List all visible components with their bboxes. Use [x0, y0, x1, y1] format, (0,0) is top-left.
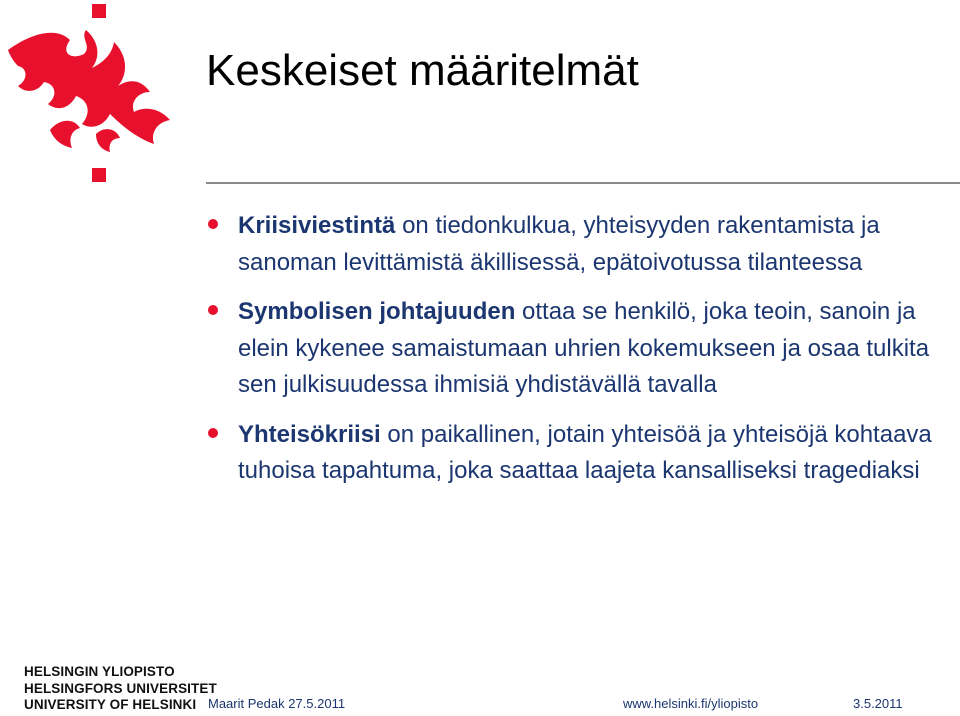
- university-name-en: UNIVERSITY OF HELSINKI: [24, 697, 197, 712]
- university-flame-logo-icon: [0, 0, 200, 190]
- university-name-sv: HELSINGFORS UNIVERSITET: [24, 680, 217, 696]
- bullet-term: Kriisiviestintä: [238, 212, 396, 239]
- slide-title: Keskeiset määritelmät: [206, 46, 639, 95]
- bullet-item: [206, 208, 946, 281]
- bullet-item: [206, 417, 946, 490]
- bullet-item: [206, 294, 946, 404]
- bullet-text: on paikallinen, jotain yhteisöä ja yhteisöjä kohtaava tuhoisa tapahtuma, joka saattaa laajeta kansalliseksi tragediaksi: [238, 420, 932, 484]
- university-name-logo: [24, 664, 217, 714]
- bullet-term: Symbolisen johtajuuden: [238, 298, 516, 325]
- bullet-dot-icon: [208, 428, 218, 438]
- bullet-text: on tiedonkulkua, yhteisyyden rakentamista ja sanoman levittämistä äkillisessä, epätoivotussa tilanteessa: [238, 212, 880, 276]
- university-name-fi: HELSINGIN YLIOPISTO: [24, 664, 175, 679]
- footer-author: Maarit Pedak 27.5.2011: [208, 696, 346, 711]
- footer-url: www.helsinki.fi/yliopisto: [623, 696, 759, 711]
- footer-date: 3.5.2011: [853, 696, 903, 711]
- bullet-text: ottaa se henkilö, joka teoin, sanoin ja elein kykenee samaistumaan uhrien kokemukseen ja osaa tulkita sen julkisuudessa ihmisiä yhdistävällä tavalla: [238, 298, 930, 398]
- bullet-term: Yhteisökriisi: [238, 420, 381, 448]
- title-divider: [206, 182, 960, 184]
- bullet-list: [206, 208, 946, 490]
- bullet-dot-icon: [208, 305, 218, 315]
- bullet-dot-icon: [208, 219, 218, 229]
